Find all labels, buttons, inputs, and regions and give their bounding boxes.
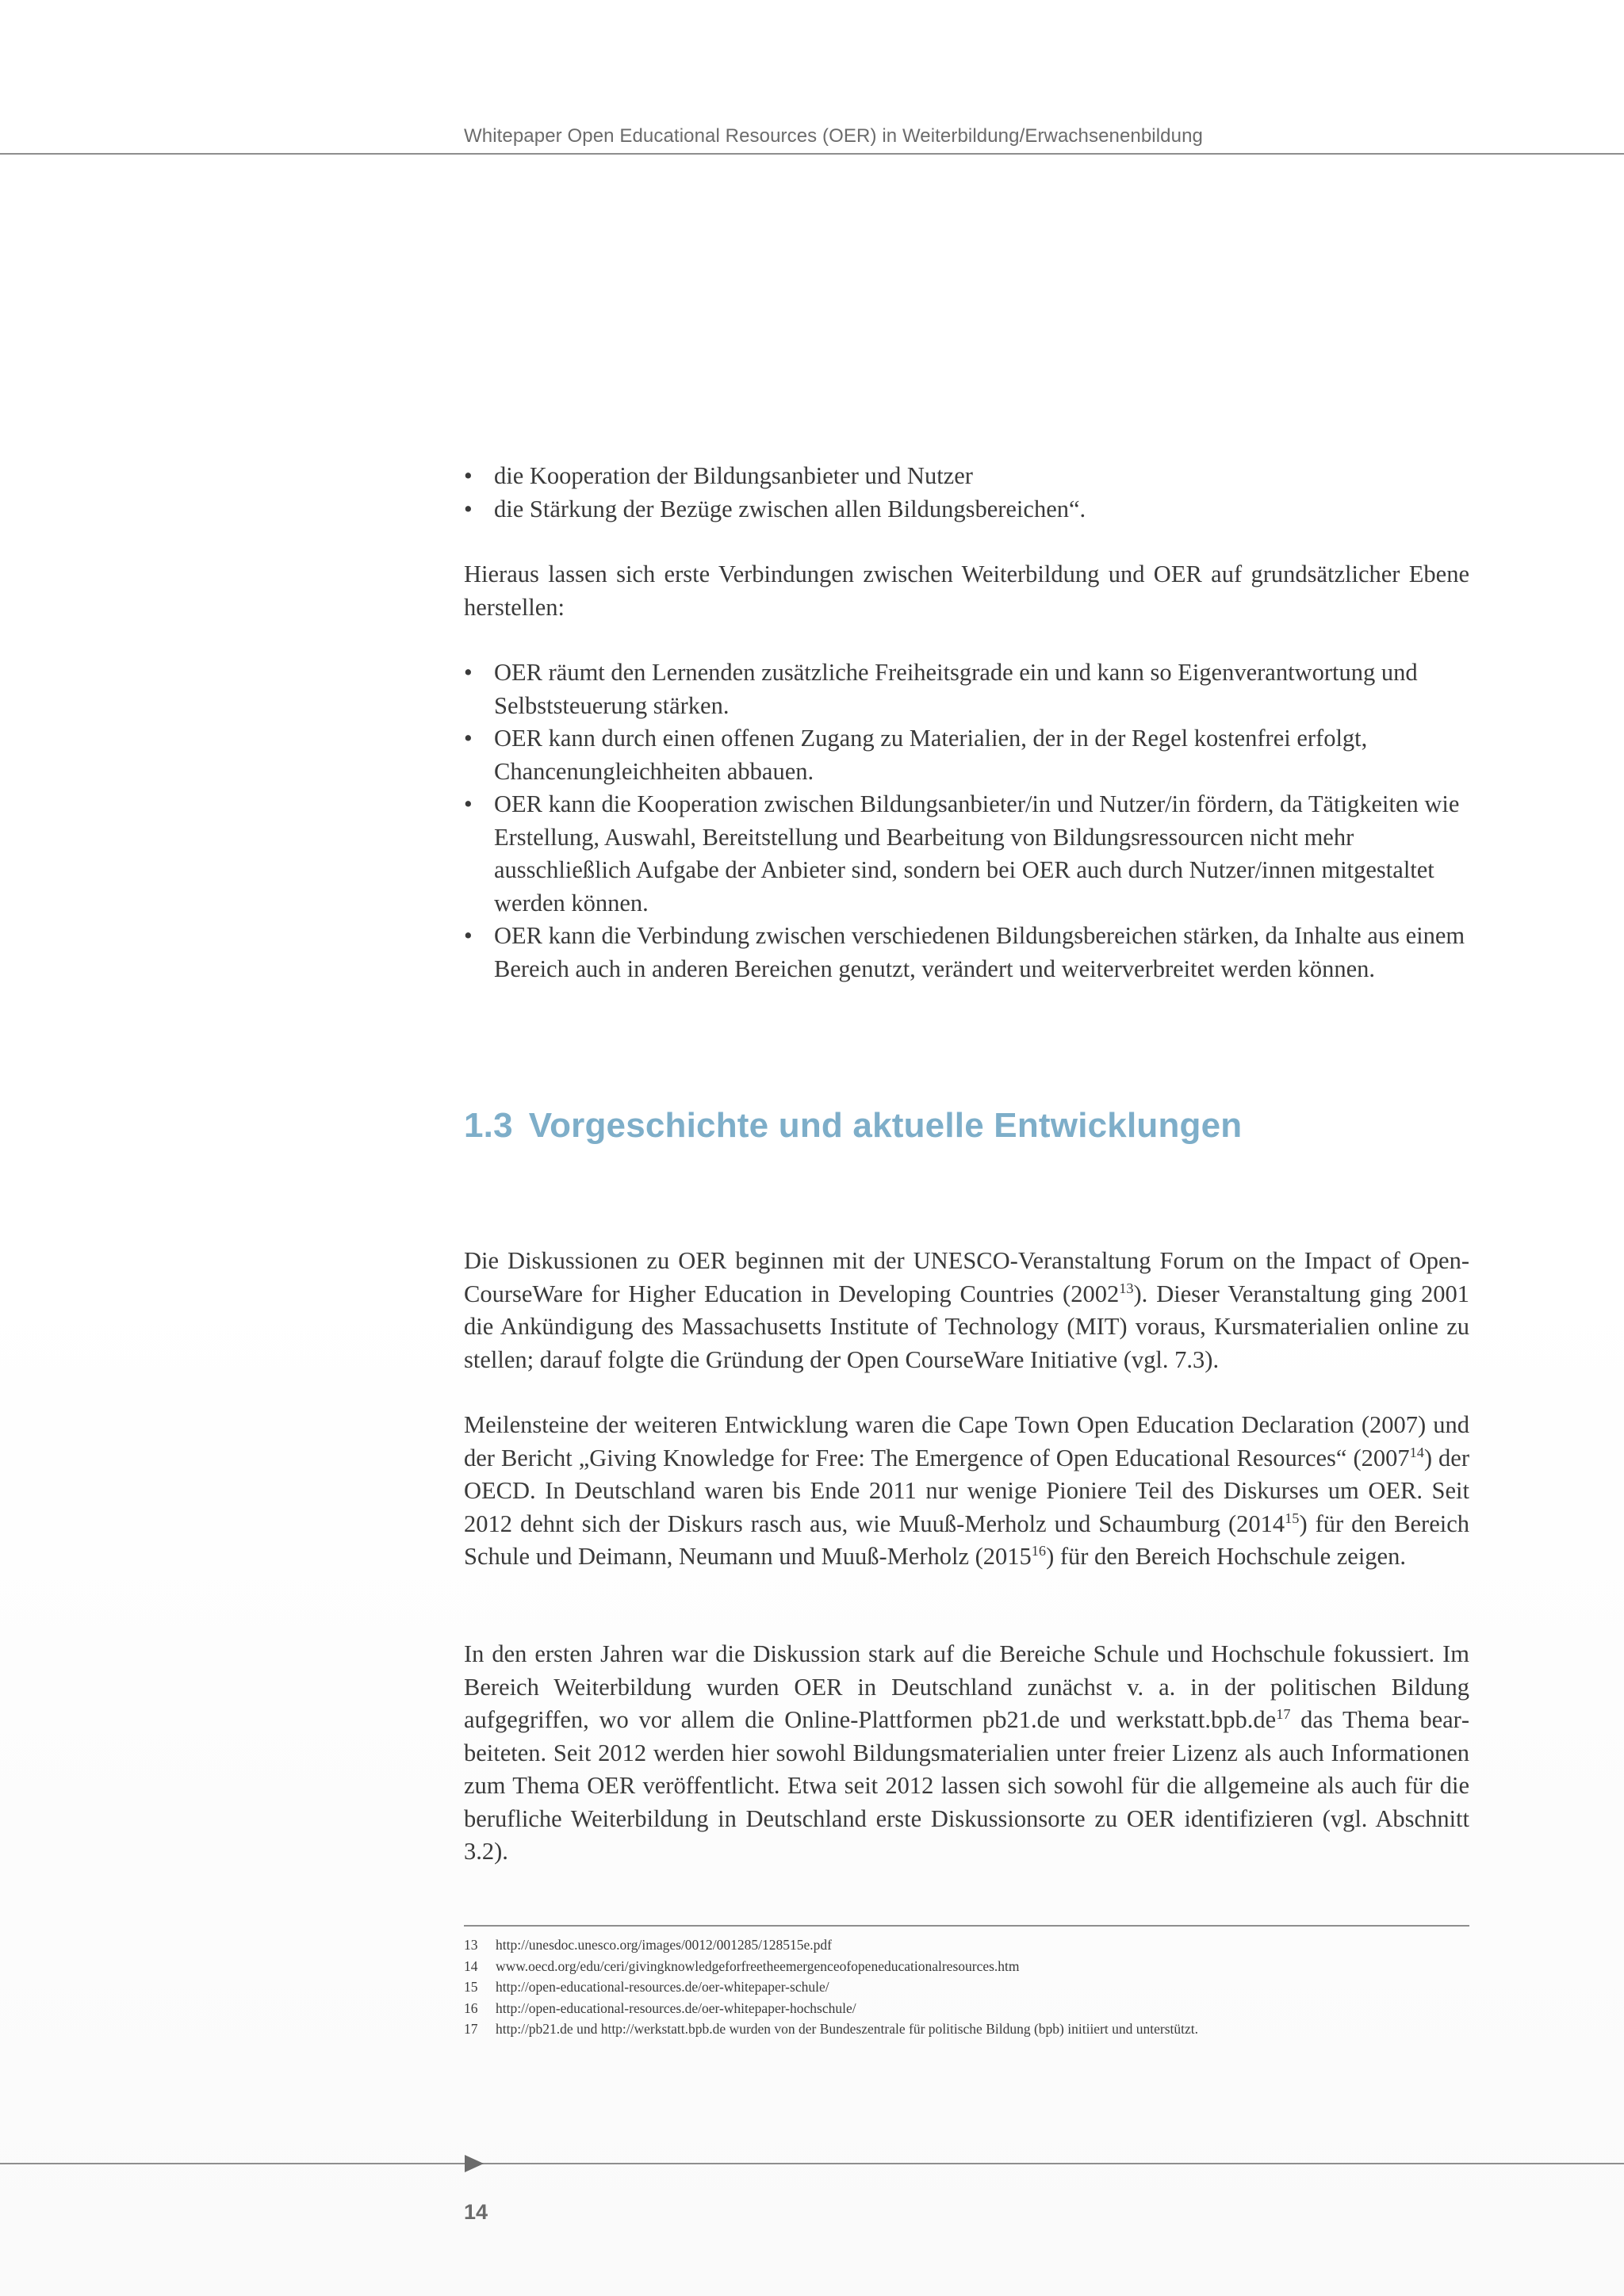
footnote-text: http://open-educational-resources.de/oer-whitepaper-hochschule/ [496,1999,856,2016]
body-paragraph-1 [464,1245,1469,1376]
text-run: Meilensteine der weiteren Entwicklung waren die Cape Town Open Education Declaration (2007) und der Bericht „Giving Knowledge for Free: The Emergence of Open Educational Resources“ (2007 [464,1411,1469,1471]
footnote-ref: 13 [1119,1280,1134,1296]
intro-bullet: • die Kooperation der Bildungsanbieter und Nutzer [464,460,1469,493]
text-run: ). Dieser Veranstaltung ging 2001 die Ankündigung des Massachusetts Institute of Technology (MIT) voraus, Kursmaterialien online zu stellen; darauf folgte die Gründung der Open CourseWare Initiative (vgl. 7.3). [464,1280,1469,1373]
footnote-number: 14 [464,1957,478,1974]
footnote [464,1934,1469,1956]
footnote-ref: 16 [1031,1542,1047,1559]
footnote-text: http://open-educational-resources.de/oer-whitepaper-schule/ [496,1979,829,1995]
footnote-number: 16 [464,1999,478,2016]
intro-bullet-list [464,460,1469,526]
section-number: 1.3 [464,1106,513,1145]
footnote [464,1956,1469,1977]
page-number: 14 [464,2200,488,2224]
footnotes [464,1925,1469,2040]
footnote [464,2019,1469,2040]
text-run: Die Diskussionen zu OER beginnen mit der UNESCO-Veranstaltung Forum on the Impact of OpenCourseWare for Higher Education in Developing Countries (2002 [464,1247,1469,1307]
text-run: In den ersten Jahren war die Diskussion stark auf die Bereiche Schule und Hochschule fokussiert. Im Bereich Weiterbildung wurden OER in Deutschland zunächst v. a. in der politischen Bildung aufgegriffen, wo vor allem die Online-Plattformen pb21.de und werkstatt.bpb.de [464,1640,1469,1733]
header-rule [0,153,1624,155]
footnote-text: http://pb21.de und http://werkstatt.bpb.de wurden von der Bundeszentrale für politische Bildung (bpb) initiiert und unterstützt. [496,2021,1199,2037]
footnote-text: www.oecd.org/edu/ceri/givingknowledgeforfreetheemergenceofopeneducationalresources.htm [496,1957,1020,1974]
text-run: ) der OECD. In Deutschland waren bis Ende 2011 nur wenige Pioniere Teil des Diskurses um OER. Seit 2012 dehnt sich der Diskurs rasch aus, wie Muuß-Merholz und Schaumburg (2014 [464,1444,1470,1537]
text-run: ) für den Bereich Schule und Deimann, Neumann und Muuß-Merholz (2015 [464,1510,1469,1570]
oer-bullet: • OER kann die Kooperation zwischen Bildungsanbieter/in und Nutzer/in fördern, da Tätigkeiten wie Erstellung, Auswahl, Bereitstellung und Bearbeitung von Bildungsressourcen nicht mehr ausschließlich Aufgabe der Anbieter sind, sondern bei OER auch durch Nutzer/innen mitgestaltet werden können. [464,788,1469,920]
footnote-number: 13 [464,1937,478,1953]
footnote-text: http://unesdoc.unesco.org/images/0012/001285/128515e.pdf [496,1937,832,1953]
arrow-right-icon [465,2155,484,2172]
body-paragraph-3 [464,1638,1469,1869]
section-title: Vorgeschichte und aktuelle Entwicklungen [528,1106,1243,1145]
footer-rule [0,2163,1624,2164]
footnote-number: 15 [464,1979,478,1995]
oer-bullet: • OER kann durch einen offenen Zugang zu Materialien, der in der Regel kostenfrei erfolgt, Chancenungleichheiten abbauen. [464,722,1469,788]
text-run: ) für den Bereich Hochschule zeigen. [1046,1543,1406,1570]
body-paragraph-2 [464,1409,1469,1574]
oer-bullet: • OER räumt den Lernenden zusätzliche Freiheitsgrade ein und kann so Eigenverantwortung und Selbststeuerung stärken. [464,656,1469,722]
text-run: das Thema bearbeiteten. Seit 2012 werden hier sowohl Bildungsmaterialien unter freier Lizenz als auch Informationen zum Thema OER veröffentlicht. Etwa seit 2012 lassen sich sowohl für die allgemeine als auch für die berufliche Weiterbildung in Deutschland erste Diskussionsorte zu OER identifizieren (vgl. Abschnitt 3.2). [464,1706,1469,1865]
running-header: Whitepaper Open Educational Resources (OER) in Weiterbildung/Erwachsenenbildung [464,125,1203,147]
lead-paragraph-text: Hieraus lassen sich erste Verbindungen zwischen Weiterbildung und OER auf grundsätzlicher Ebene herstellen: [464,561,1469,621]
footnote [464,1976,1469,1998]
footnote [464,1998,1469,2019]
footnote-ref: 15 [1285,1510,1300,1526]
footnote-number: 17 [464,2021,478,2037]
oer-bullet: • OER kann die Verbindung zwischen verschiedenen Bildungsbereichen stärken, da Inhalte aus einem Bereich auch in anderen Bereichen genutzt, verändert und weiterverbreitet werden können. [464,920,1469,985]
oer-bullet-list [464,656,1469,985]
footnote-ref: 17 [1276,1705,1291,1722]
section-heading [464,1106,1242,1146]
footnote-ref: 14 [1409,1444,1424,1460]
intro-bullet: • die Stärkung der Bezüge zwischen allen Bildungsbereichen“. [464,493,1469,526]
lead-paragraph [464,558,1469,624]
